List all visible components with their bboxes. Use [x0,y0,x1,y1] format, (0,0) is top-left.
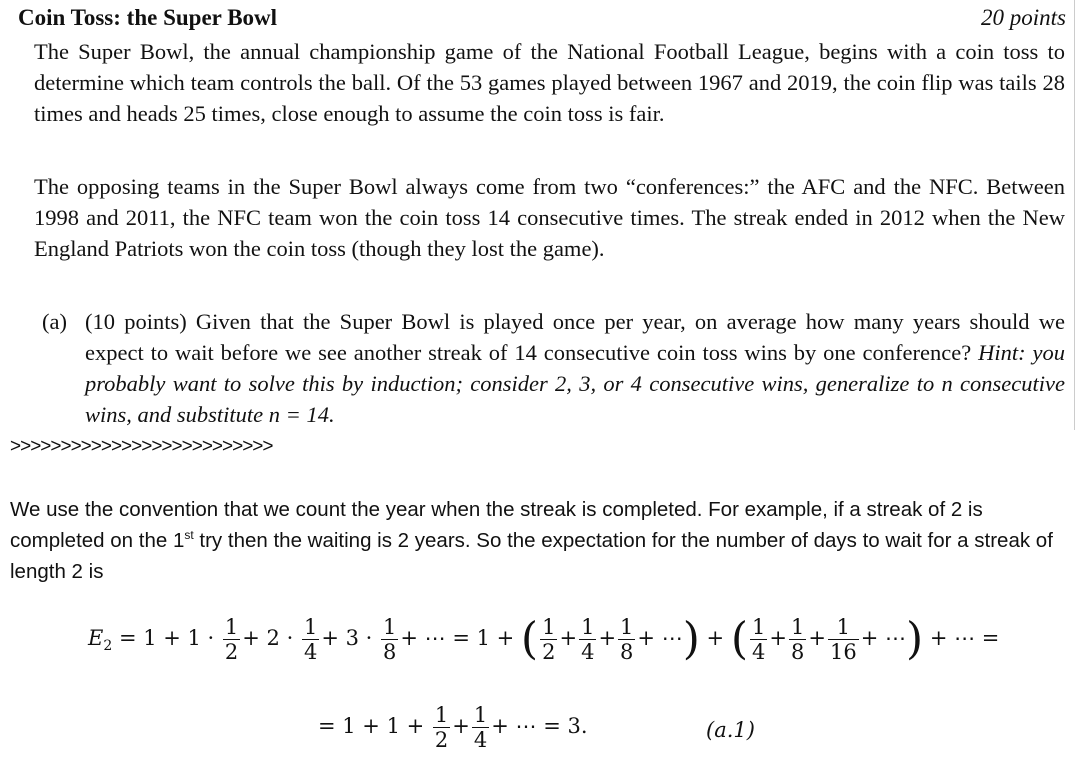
part-a-hint: Hint: you probably want to solve this by induction; consider 2, 3, or 4 consecutive wins, generalize to n consecutive wins, and substitute n = 14. [85,340,1065,427]
ordinal-superscript: st [184,528,194,543]
answer-text-2: try then the waiting is 2 years. So the expectation for the number of days to wait for a streak of length 2 is [10,529,1053,583]
answer-text-1: We use the convention that we count the year when the streak is completed. For example, if a streak of 2 is completed on the 1 [10,498,983,552]
right-margin-rule [1074,0,1075,430]
problem-title: Coin Toss: the Super Bowl [18,5,278,30]
equation-number: (a.1) [706,718,755,742]
answer-paragraph [10,494,1072,587]
part-a-body [85,306,1065,430]
context-paragraph: The opposing teams in the Super Bowl always come from two “conferences:” the AFC and the NFC. Between 1998 and 2011, the NFC team won the coin toss 14 consecutive times. The streak ended in 2012 when the New England Patriots won the coin toss (though they lost the game). [34,174,1065,261]
part-a-label: (a) [42,309,67,334]
answer-separator: >>>>>>>>>>>>>>>>>>>>>>>>>> [10,436,273,457]
points-label: 20 points [981,5,1066,30]
intro-paragraph: The Super Bowl, the annual championship game of the National Football League, begins with a coin toss to determine which team controls the ball. Of the 53 games played between 1967 and 2019, the coin flip was tails 28 times and heads 25 times, close enough to assume the coin toss is fair. [34,39,1065,126]
expectation-equation-line1: $E_2 = 1 + 1$ · $\frac{1}{2}$ + 2 · $\frac{1}{4}$ + 3 · $\frac{1}{8}$ + ⋯ = 1 + ( $\frac{1}{2}$ + $\frac{1}{4}$ + $\frac{1}{8}$ + ⋯) + ( $\frac{1}{4}$ + $\frac{1}{8}$ + $\frac{1}{16}$ + ⋯) + ⋯ = [88,613,1000,665]
part-a-question: (10 points) Given that the Super Bowl is played once per year, on average how many years should we expect to wait before we see another streak of 14 consecutive coin toss wins by one conference? [85,309,1065,365]
expectation-equation-line2: = 1 + 1 + $\frac{1}{2}$ + $\frac{1}{4}$ + ⋯ = 3. [318,703,588,752]
